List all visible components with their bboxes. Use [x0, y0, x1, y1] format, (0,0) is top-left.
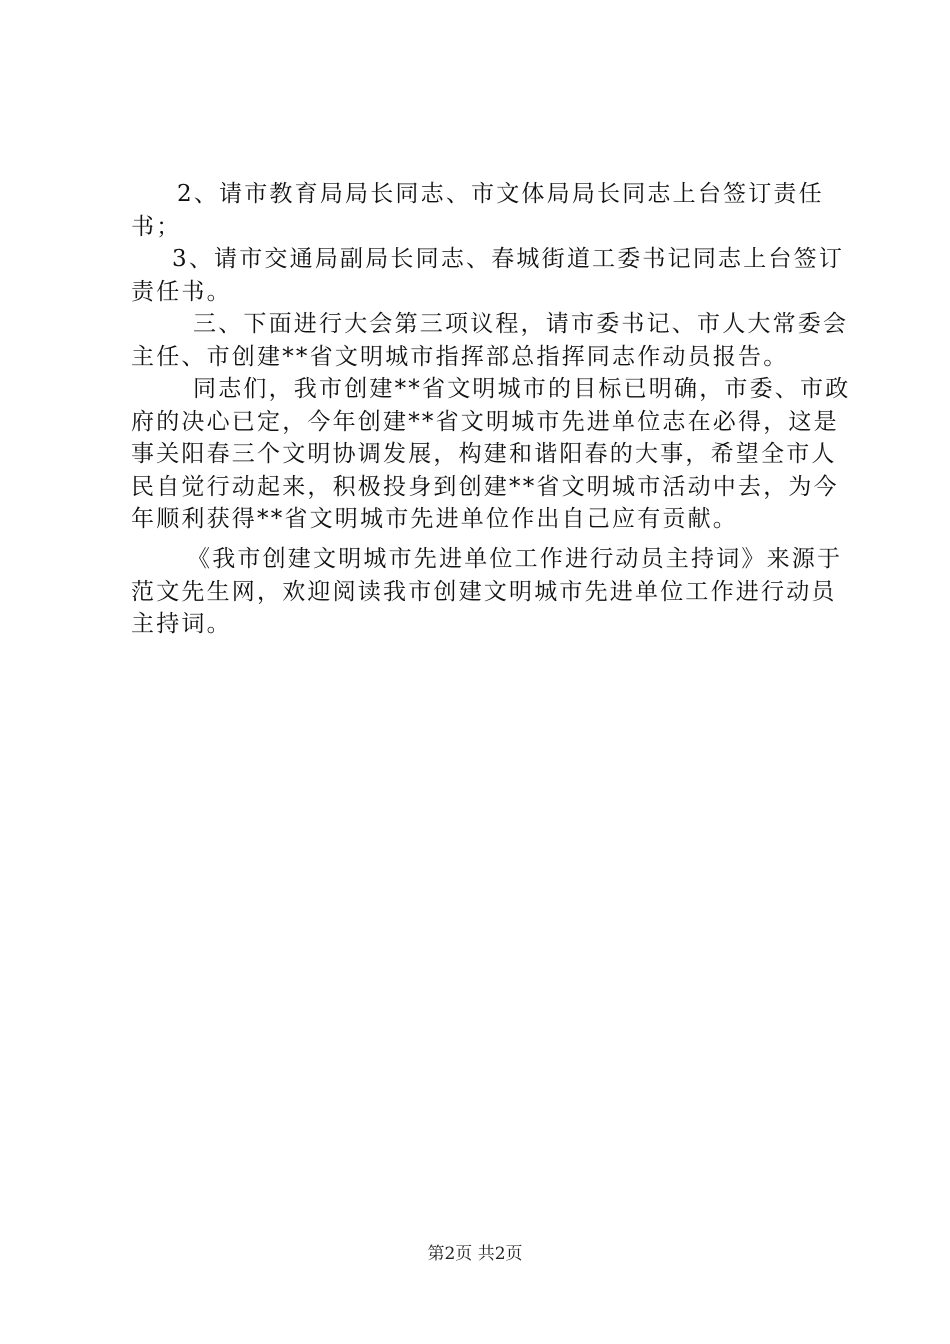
- document-body: [131, 178, 851, 536]
- page-number: 第2页 共2页: [427, 1244, 523, 1264]
- paragraph-closing-remarks: 同志们，我市创建**省文明城市的目标已明确，市委、市政府的决心已定，今年创建**省文明城市先进单位志在必得，这是事关阳春三个文明协调发展，构建和谐阳春的大事，希望全市人民自觉行动起来，积极投身到创建**省文明城市活动中去，为今年顺利获得**省文明城市先进单位作出自己应有贡献。: [131, 376, 851, 532]
- page-footer: [0, 1243, 950, 1265]
- paragraph-agenda-three: 三、下面进行大会第三项议程，请市委书记、市人大常委会主任、市创建**省文明城市指挥部总指挥同志作动员报告。: [131, 311, 849, 370]
- paragraph-item-3: 3、请市交通局副局长同志、春城街道工委书记同志上台签订责任书。: [131, 246, 845, 305]
- paragraph-item-2: 2、请市教育局局长同志、市文体局局长同志上台签订责任书；: [131, 181, 824, 240]
- source-note-block: [131, 543, 851, 641]
- source-note: 《我市创建文明城市先进单位工作进行动员主持词》来源于范文先生网，欢迎阅读我市创建文明城市先进单位工作进行动员主持词。: [131, 546, 843, 637]
